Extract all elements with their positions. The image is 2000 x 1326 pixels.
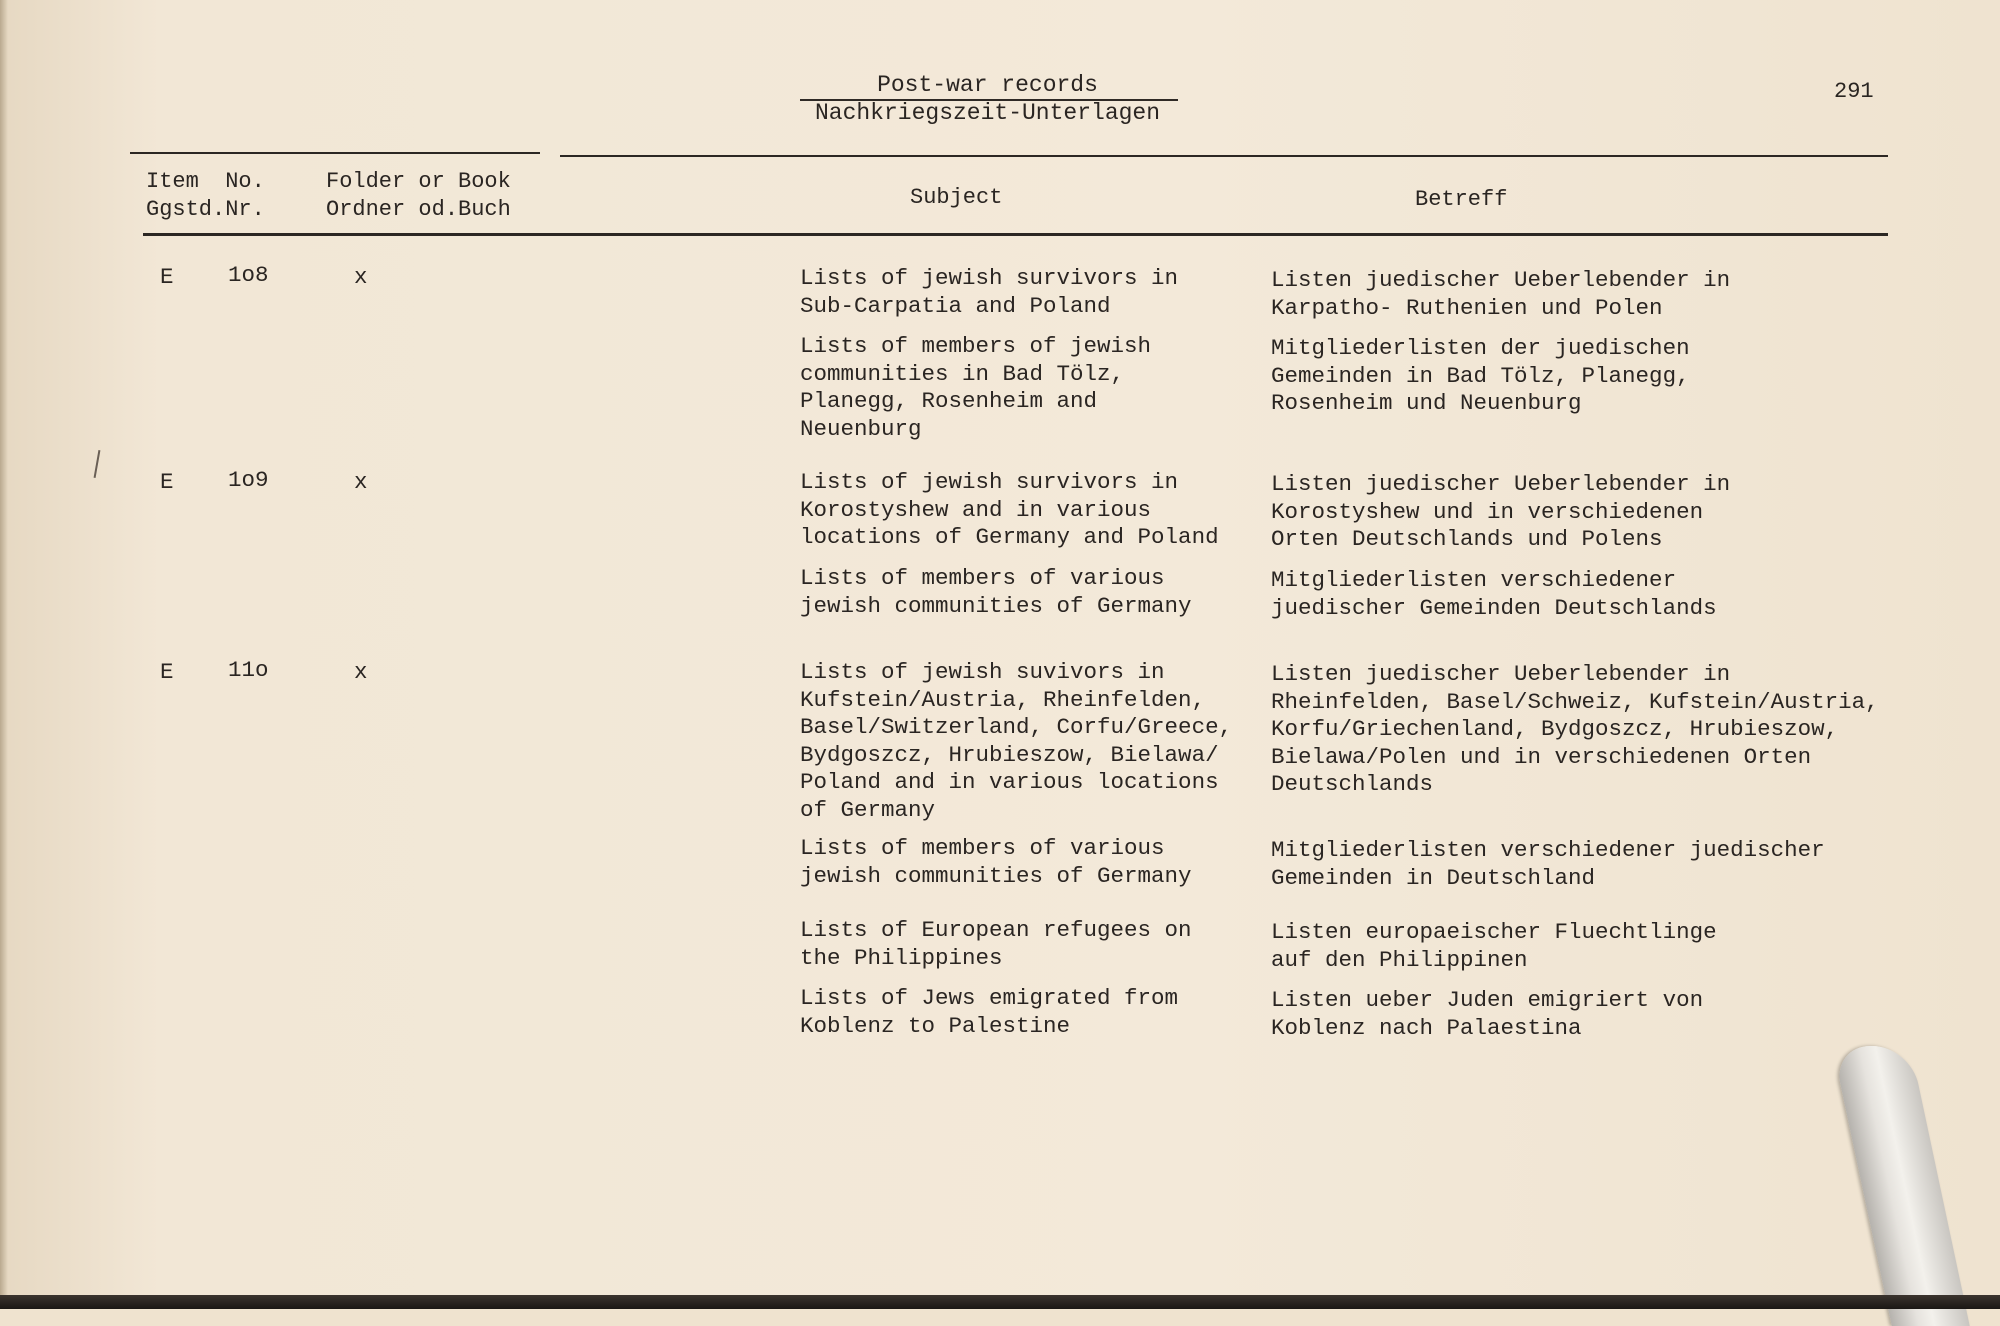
betreff-entry: Listen juedischer Ueberlebender in Karpatho- Ruthenien und Polen	[1271, 267, 1731, 321]
betreff-entry: Mitgliederlisten verschiedener juedischer Gemeinden in Deutschland	[1271, 837, 1825, 891]
row-item-number: 1o9	[228, 467, 269, 493]
column-header-item: Item No.	[146, 169, 265, 194]
header-bottom-rule	[143, 233, 1888, 236]
betreff-entry: Mitgliederlisten verschiedener juedischer Gemeinden Deutschlands	[1271, 567, 1717, 621]
subject-entry: Lists of jewish survivors in Sub-Carpatia and Poland	[800, 265, 1179, 319]
page-left-edge	[0, 0, 8, 1309]
header-rule-right	[560, 155, 1888, 157]
column-header-betreff: Betreff	[1415, 187, 1508, 212]
row-item-letter: E	[160, 469, 174, 495]
row-folder-mark: x	[354, 264, 368, 290]
column-header-subject: Subject	[910, 185, 1003, 210]
subject-entry: Lists of jewish suvivors in Kufstein/Austria, Rheinfelden, Basel/Switzerland, Corfu/Greece, Bydgoszcz, Hrubieszow, Bielawa/ Poland and in various locations of Germany	[800, 659, 1233, 823]
column-header-item-german: Ggstd.Nr.	[146, 197, 265, 222]
row-item-letter: E	[160, 659, 174, 685]
row-item-letter: E	[160, 264, 174, 290]
page-subtitle: Nachkriegszeit-Unterlagen	[814, 100, 1161, 126]
row-item-number: 11o	[228, 657, 269, 683]
row-folder-mark: x	[354, 659, 368, 685]
subject-entry: Lists of Jews emigrated from Koblenz to Palestine	[800, 985, 1179, 1039]
page-title: Post-war records	[877, 72, 1098, 98]
page-number: 291	[1834, 79, 1874, 104]
betreff-entry: Listen ueber Juden emigriert von Koblenz nach Palaestina	[1271, 987, 1704, 1041]
page-bottom-edge	[0, 1295, 2000, 1309]
row-item-number: 1o8	[228, 262, 269, 288]
betreff-entry: Mitgliederlisten der juedischen Gemeinden in Bad Tölz, Planegg, Rosenheim und Neuenburg	[1271, 335, 1690, 416]
row-folder-mark: x	[354, 469, 368, 495]
subject-entry: Lists of members of various jewish communities of Germany	[800, 835, 1192, 889]
pencil-mark	[94, 450, 101, 478]
betreff-entry: Listen europaeischer Fluechtlinge auf den Philippinen	[1271, 919, 1717, 973]
page-bookmark-clip	[1832, 1046, 1970, 1326]
column-header-folder: Folder or Book	[326, 169, 511, 194]
subject-entry: Lists of jewish survivors in Korostyshew and in various locations of Germany and Poland	[800, 469, 1219, 550]
subject-entry: Lists of European refugees on the Philippines	[800, 917, 1192, 971]
betreff-entry: Listen juedischer Ueberlebender in Korostyshew und in verschiedenen Orten Deutschlands und Polens	[1271, 471, 1731, 552]
betreff-entry: Listen juedischer Ueberlebender in Rheinfelden, Basel/Schweiz, Kufstein/Austria, Korfu/Griechenland, Bydgoszcz, Hrubieszow, Bielawa/Polen und in verschiedenen Orten Deutschlands	[1271, 661, 1879, 797]
header-rule-left	[130, 152, 540, 154]
subject-entry: Lists of members of various jewish communities of Germany	[800, 565, 1192, 619]
subject-entry: Lists of members of jewish communities in Bad Tölz, Planegg, Rosenheim and Neuenburg	[800, 333, 1152, 442]
column-header-folder-german: Ordner od.Buch	[326, 197, 511, 222]
